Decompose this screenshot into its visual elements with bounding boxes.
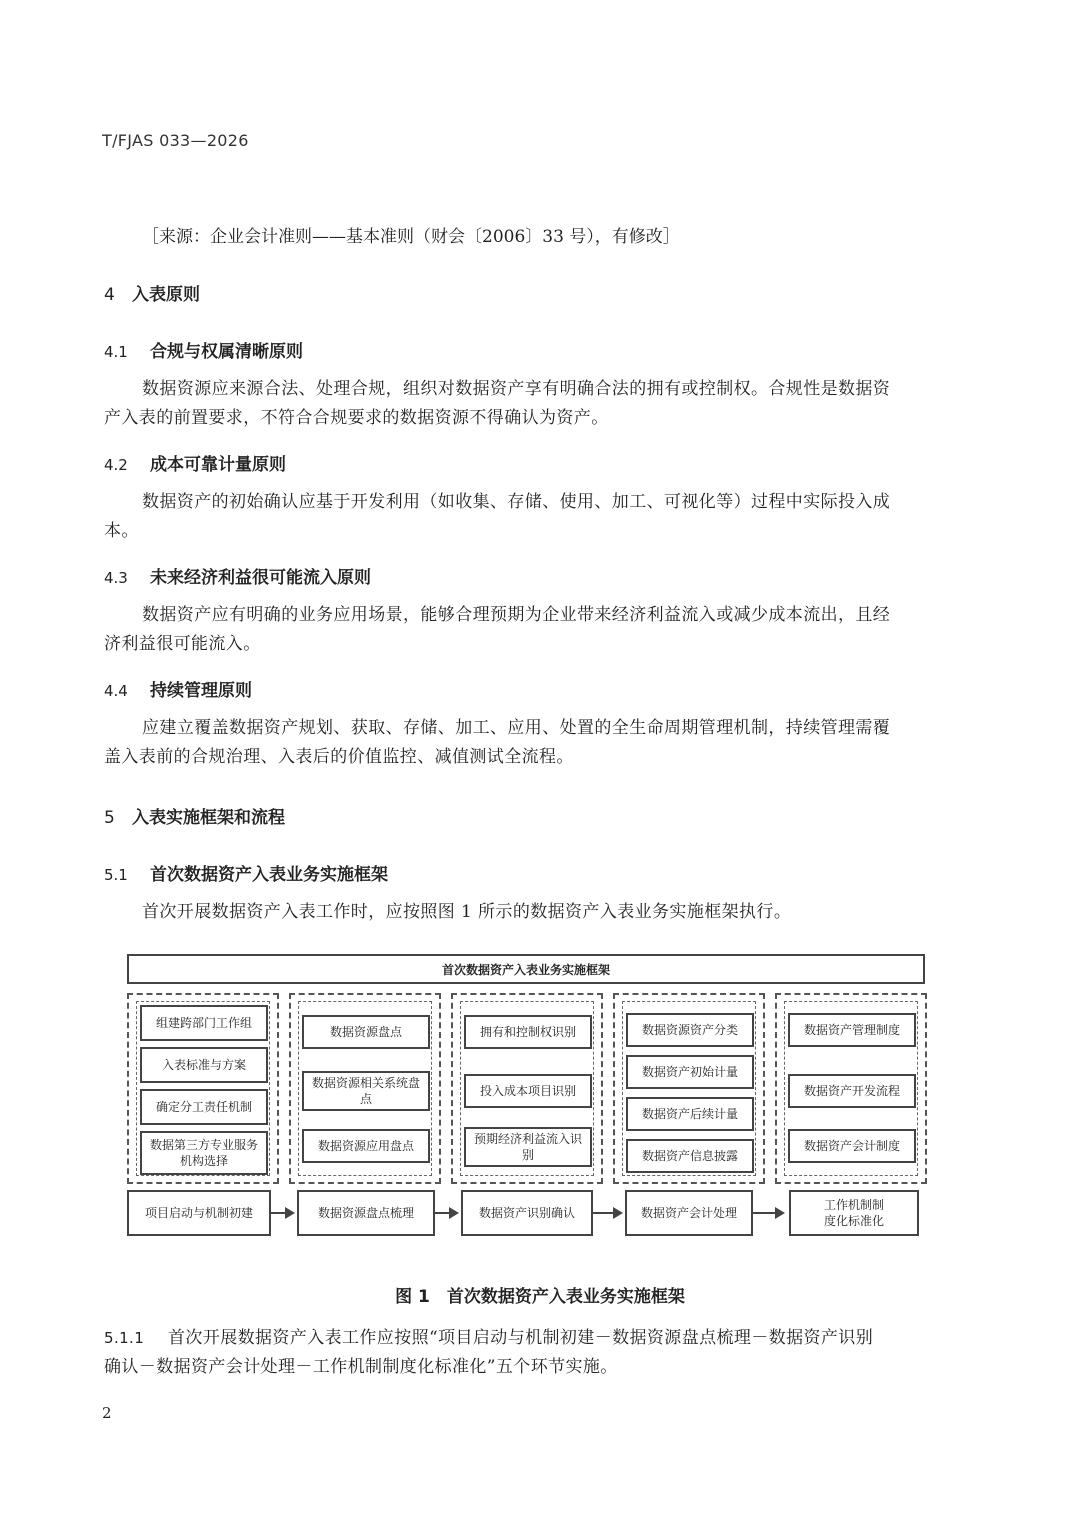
clause-4-3-heading: 4.3 未来经济利益很可能流入原则 <box>104 568 371 588</box>
step-project-startup: 项目启动与机制初建 <box>127 1190 271 1236</box>
clause-5-1-text: 首次开展数据资产入表工作时，应按照图 1 所示的数据资产入表业务实施框架执行。 <box>142 902 792 922</box>
clause-4-4-text: 应建立覆盖数据资产规划、获取、存储、加工、应用、处置的全生命周期管理机制，持续管理需覆 盖入表前的合规治理、入表后的价值监控、减值测试全流程。 <box>104 718 891 767</box>
arrow-icon <box>435 1212 457 1214</box>
box-standards-plan: 入表标准与方案 <box>140 1047 268 1083</box>
column-accounting <box>613 993 765 1184</box>
box-development-process: 数据资产开发流程 <box>788 1074 916 1108</box>
arrow-icon <box>593 1212 621 1214</box>
box-cost-items: 投入成本项目识别 <box>464 1074 592 1108</box>
source-note: ［来源：企业会计准则——基本准则（财会〔2006〕33 号），有修改］ <box>142 227 680 247</box>
box-resource-inventory: 数据资源盘点 <box>302 1015 430 1049</box>
step-accounting: 数据资产会计处理 <box>625 1190 753 1236</box>
clause-4-1-heading: 4.1 合规与权属清晰原则 <box>104 342 303 362</box>
clause-5-1-heading: 5.1 首次数据资产入表业务实施框架 <box>104 865 388 885</box>
box-initial-measurement: 数据资产初始计量 <box>626 1055 754 1089</box>
figure-caption: 图 1 首次数据资产入表业务实施框架 <box>395 1287 685 1307</box>
box-application-inventory: 数据资源应用盘点 <box>302 1129 430 1163</box>
clause-4-3-text: 数据资产应有明确的业务应用场景，能够合理预期为企业带来经济利益流入或减少成本流出，且经 济利益很可能流入。 <box>104 605 891 654</box>
clause-5-1-1-text: 5.1.1 首次开展数据资产入表工作应按照“项目启动与机制初建－数据资源盘点梳理－数据资产识别 确认－数据资产会计处理－工作机制制度化标准化”五个环节实施。 <box>104 1324 954 1382</box>
section-4-heading: 4 入表原则 <box>104 285 200 305</box>
box-classification: 数据资源资产分类 <box>626 1013 754 1047</box>
clause-4-2-text: 数据资产的初始确认应基于开发利用（如收集、存储、使用、加工、可视化等）过程中实际投入成 本。 <box>104 492 891 541</box>
clause-4-4-heading: 4.4 持续管理原则 <box>104 681 252 701</box>
clause-4-1-text: 数据资源应来源合法、处理合规，组织对数据资产享有明确合法的拥有或控制权。合规性是数据资 产入表的前置要求，不符合合规要求的数据资源不得确认为资产。 <box>104 379 891 428</box>
box-accounting-system: 数据资产会计制度 <box>788 1129 916 1163</box>
column-institutionalization <box>775 993 927 1184</box>
box-management-system: 数据资产管理制度 <box>788 1013 916 1047</box>
step-asset-identification: 数据资产识别确认 <box>461 1190 593 1236</box>
diagram-title: 首次数据资产入表业务实施框架 <box>127 954 925 984</box>
page-number: 2 <box>102 1404 112 1422</box>
column-resource-inventory <box>289 993 441 1184</box>
box-economic-benefit: 预期经济利益流入识别 <box>464 1127 592 1167</box>
box-disclosure: 数据资产信息披露 <box>626 1139 754 1173</box>
clause-4-2-heading: 4.2 成本可靠计量原则 <box>104 455 286 475</box>
column-asset-identification <box>451 993 603 1184</box>
box-responsibility: 确定分工责任机制 <box>140 1089 268 1125</box>
arrow-icon <box>271 1212 293 1214</box>
section-5-heading: 5 入表实施框架和流程 <box>104 808 285 828</box>
clause-5-1-1-number: 5.1.1 <box>104 1329 145 1347</box>
standard-code: T/FJAS 033—2026 <box>102 131 249 150</box>
box-third-party: 数据第三方专业服务机构选择 <box>140 1131 268 1175</box>
column-project-startup <box>127 993 279 1184</box>
step-institutionalization: 工作机制制度化标准化 <box>789 1190 919 1236</box>
box-cross-dept-team: 组建跨部门工作组 <box>140 1005 268 1041</box>
box-ownership-control: 拥有和控制权识别 <box>464 1015 592 1049</box>
box-system-inventory: 数据资源相关系统盘点 <box>302 1071 430 1111</box>
arrow-icon <box>753 1212 783 1214</box>
box-subsequent-measurement: 数据资产后续计量 <box>626 1097 754 1131</box>
step-resource-inventory: 数据资源盘点梳理 <box>297 1190 435 1236</box>
